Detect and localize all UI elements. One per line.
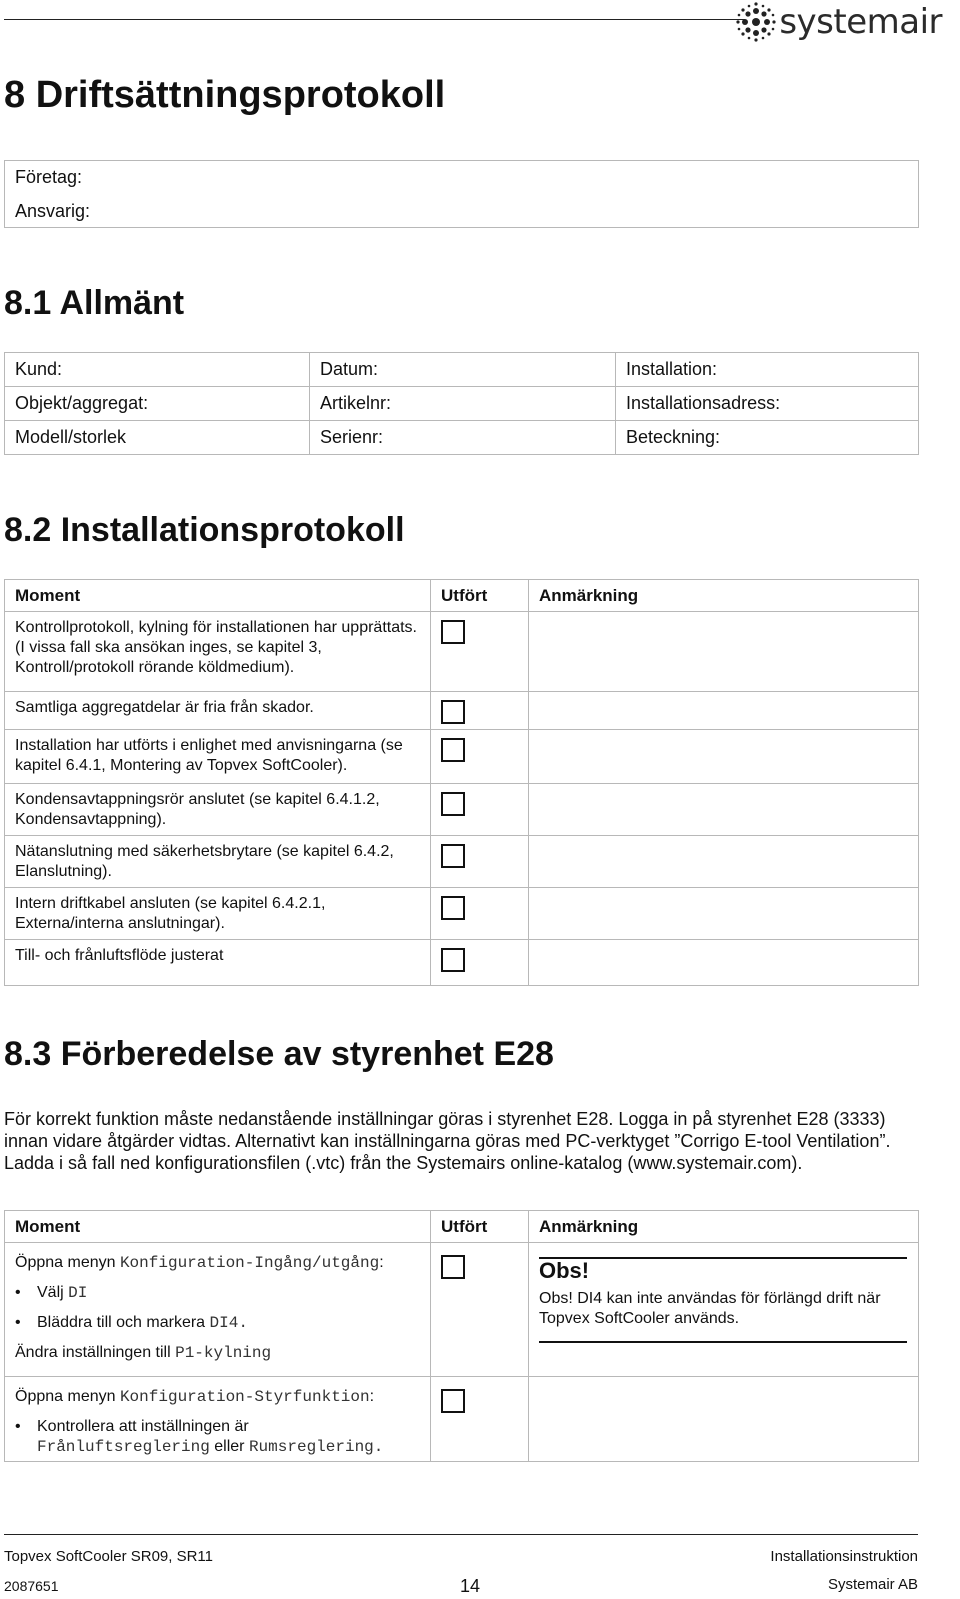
table-row [5, 940, 919, 986]
footer-company: Systemair AB [827, 1576, 918, 1593]
section-8-3-title: 8.3 Förberedelse av styrenhet E28 [4, 1035, 554, 1073]
logo-text: systemair [779, 2, 942, 42]
systemair-logo [735, 2, 942, 42]
table-row [5, 1243, 919, 1377]
open-menu-line: Öppna menyn Konfiguration-Styrfunktion: [15, 1388, 375, 1406]
table-header-row [5, 1211, 919, 1243]
anmarkning-cell[interactable] [529, 784, 919, 836]
utfort-checkbox[interactable] [441, 1389, 465, 1413]
list-item: • Bläddra till och markera DI4. [15, 1314, 248, 1332]
header-rule [4, 19, 745, 20]
footer-doc-number: 2087651 [4, 1578, 59, 1594]
table-row [5, 730, 919, 784]
page-number: 14 [460, 1576, 481, 1596]
moment-text: Installation har utförts i enlighet med anvisningarna (se kapitel 6.4.1, Montering av Topvex SoftCooler). [5, 730, 431, 784]
anmarkning-cell [529, 1243, 919, 1377]
section-8-3-intro: För korrekt funktion måste nedanstående inställningar göras i styrenhet E28. Logga in på styrenhet E28 (3333) innan vidare åtgärder vidtas. Alternativt kan inställningarna göras med PC-verktyget ”Corrigo E-tool Ventilation”. Ladda i så fall ned konfigurationsfilen (.vtc) från the Systemairs online-katalog (www.systemair.com). [4, 1109, 891, 1173]
moment-text: Samtliga aggregatdelar är fria från skador. [5, 692, 431, 730]
installationsadress-field[interactable]: Installationsadress: [616, 387, 919, 421]
ansvarig-field[interactable]: Ansvarig: [15, 201, 91, 221]
table-row [5, 353, 919, 387]
moment-text: Nätanslutning med säkerhetsbrytare (se kapitel 6.4.2, Elanslutning). [5, 836, 431, 888]
page-title: 8 Driftsättningsprotokoll [4, 74, 446, 116]
anmarkning-cell[interactable] [529, 888, 919, 940]
anmarkning-cell[interactable] [529, 692, 919, 730]
open-menu-line: Öppna menyn Konfiguration-Ingång/utgång: [15, 1254, 384, 1272]
table-row [5, 387, 919, 421]
table-row [5, 784, 919, 836]
company-block [4, 160, 919, 228]
section-8-2-title: 8.2 Installationsprotokoll [4, 511, 405, 549]
footer-product: Topvex SoftCooler SR09, SR11 [4, 1548, 213, 1565]
utfort-checkbox[interactable] [441, 844, 465, 868]
table-row [5, 888, 919, 940]
utfort-checkbox[interactable] [441, 948, 465, 972]
note-rule-top [539, 1257, 907, 1259]
moment-cell [5, 1243, 431, 1377]
utfort-checkbox[interactable] [441, 792, 465, 816]
footer-rule [4, 1534, 918, 1535]
utfort-checkbox[interactable] [441, 1255, 465, 1279]
anmarkning-cell[interactable] [529, 730, 919, 784]
utfort-header: Utfört [431, 580, 529, 612]
anmarkning-header: Anmärkning [529, 1211, 919, 1243]
moment-cell [5, 1377, 431, 1462]
serienr-field[interactable]: Serienr: [310, 421, 616, 455]
utfort-checkbox[interactable] [441, 620, 465, 644]
table-row [5, 612, 919, 692]
controller-setup-table [4, 1210, 919, 1462]
anmarkning-cell[interactable] [529, 612, 919, 692]
moment-header: Moment [5, 1211, 431, 1243]
obs-heading: Obs! [539, 1258, 590, 1283]
obs-note: Obs! DI4 kan inte användas för förlängd drift när Topvex SoftCooler används. [539, 1290, 881, 1327]
foretag-field[interactable]: Företag: [15, 167, 83, 187]
list-item: • Välj DI [15, 1284, 88, 1302]
utfort-header: Utfört [431, 1211, 529, 1243]
list-item: • Kontrollera att inställningen är Frånluftsreglering eller Rumsreglering. [15, 1418, 384, 1456]
anmarkning-cell[interactable] [529, 1377, 919, 1462]
moment-text: Till- och frånluftsflöde justerat [5, 940, 431, 986]
table-row [5, 1377, 919, 1462]
section-8-1-title: 8.1 Allmänt [4, 284, 185, 322]
utfort-checkbox[interactable] [441, 896, 465, 920]
utfort-checkbox[interactable] [441, 738, 465, 762]
table-header-row [5, 580, 919, 612]
moment-text: Intern driftkabel ansluten (se kapitel 6.4.2.1, Externa/interna anslutningar). [5, 888, 431, 940]
installation-protocol-table [4, 579, 919, 986]
moment-header: Moment [5, 580, 431, 612]
artikelnr-field[interactable]: Artikelnr: [310, 387, 616, 421]
table-row [5, 421, 919, 455]
table-row [5, 836, 919, 888]
objekt-field[interactable]: Objekt/aggregat: [5, 387, 310, 421]
note-rule-bottom [539, 1341, 907, 1343]
beteckning-field[interactable]: Beteckning: [616, 421, 919, 455]
datum-field[interactable]: Datum: [310, 353, 616, 387]
anmarkning-cell[interactable] [529, 836, 919, 888]
change-setting-line: Ändra inställningen till P1-kylning [15, 1344, 272, 1362]
anmarkning-cell[interactable] [529, 940, 919, 986]
moment-text: Kondensavtappningsrör anslutet (se kapitel 6.4.1.2, Kondensavtappning). [5, 784, 431, 836]
moment-text: Kontrollprotokoll, kylning för installationen har upprättats. (I vissa fall ska ansökan inges, se kapitel 3, Kontroll/protokoll rörande köldmedium). [5, 612, 431, 692]
utfort-checkbox[interactable] [441, 700, 465, 724]
installation-field[interactable]: Installation: [616, 353, 919, 387]
table-row [5, 692, 919, 730]
anmarkning-header: Anmärkning [529, 580, 919, 612]
modell-field[interactable]: Modell/storlek [5, 421, 310, 455]
general-info-table [4, 352, 919, 455]
kund-field[interactable]: Kund: [5, 353, 310, 387]
footer-doc-type: Installationsinstruktion [770, 1548, 918, 1565]
systemair-dot-logo-icon [735, 2, 777, 42]
